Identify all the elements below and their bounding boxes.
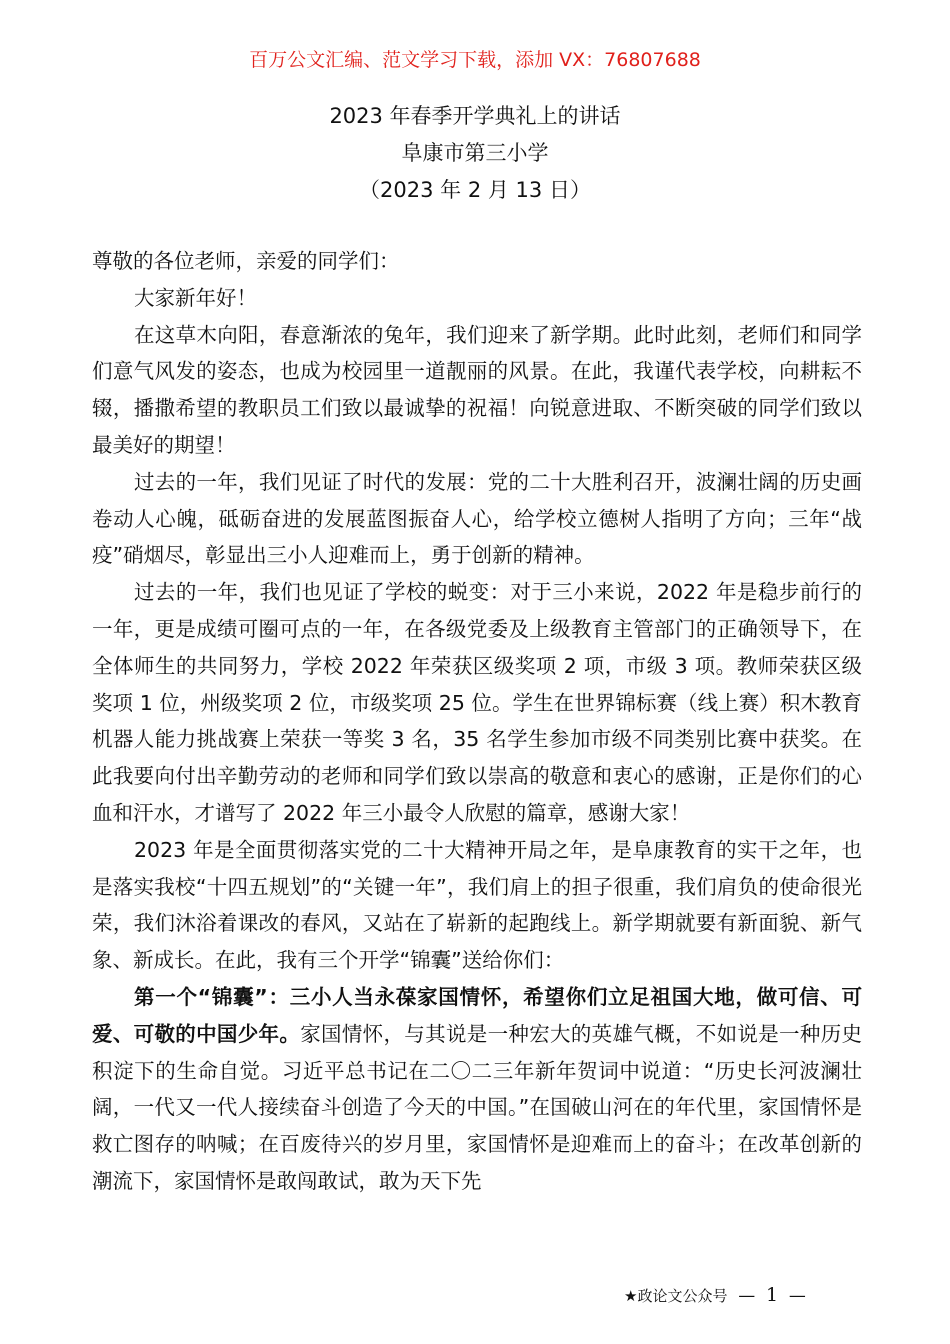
first-tip-heading: 第一个“锦囊”：三小人当永葆家国情怀，希望你们立足祖国大地，做可信、可爱、可敬的中国少年。 <box>92 984 862 1046</box>
paragraph-3: 过去的一年，我们也见证了学校的蜕变：对于三小来说，2022 年是稳步前行的一年，更是成绩可圈可点的一年，在各级党委及上级教育主管部门的正确领导下，在全体师生的共同努力，学校 2022 年荣获区级奖项 2 项，市级 3 项。教师荣获区级奖项 1 位，州级奖项 2 位，市级奖项 25 位。学生在世界锦标赛（线上赛）积木教育机器人能力挑战赛上荣获一等奖 3 名，35 名学生参加市级不同类别比赛中获奖。在此我要向付出辛勤劳动的老师和同学们致以崇高的敬意和衷心的感谢，正是你们的心血和汗水，才谱写了 2022 年三小最令人欣慰的篇章，感谢大家！ <box>92 580 862 825</box>
promo-banner: 百万公文汇编、范文学习下载，添加 VX：76807688 <box>249 49 701 71</box>
paragraph-4: 2023 年是全面贯彻落实党的二十大精神开局之年，是阜康教育的实干之年，也是落实我校“十四五规划”的“关键一年”，我们肩上的担子很重，我们肩负的使命很光荣，我们沐浴着课改的春风，又站在了崭新的起跑线上。新学期就要有新面貌、新气象、新成长。在此，我有三个开学“锦囊”送给你们： <box>92 837 862 973</box>
paragraph-5 <box>92 979 862 1200</box>
first-tip-text: 家国情怀，与其说是一种宏大的英雄气概，不如说是一种历史积淀下的生命自觉。习近平总书记在二〇二三年新年贺词中说道：“历史长河波澜壮阔，一代又一代人接续奋斗创造了今天的中国。”在国破山河在的年代里，家国情怀是救亡图存的呐喊；在百废待兴的岁月里，家国情怀是迎难而上的奋斗；在改革创新的潮流下，家国情怀是敢闯敢试，敢为天下先 <box>92 1021 863 1193</box>
paragraph-2: 过去的一年，我们见证了时代的发展：党的二十大胜利召开，波澜壮阔的历史画卷动人心魄，砥砺奋进的发展蓝图振奋人心，给学校立德树人指明了方向；三年“战疫”硝烟尽，彰显出三小人迎难而上，勇于创新的精神。 <box>92 469 862 568</box>
speech-title: 2023 年春季开学典礼上的讲话 <box>329 104 621 128</box>
greeting: 大家新年好！ <box>134 285 257 310</box>
title-block <box>0 98 950 209</box>
speech-body <box>92 243 862 1200</box>
page-footer <box>624 1282 812 1309</box>
page-number: 1 <box>766 1284 779 1306</box>
organization-name: 阜康市第三小学 <box>401 141 549 165</box>
footer-dash-right: — <box>788 1286 806 1306</box>
speech-date: （2023 年 2 月 13 日） <box>359 178 591 202</box>
footer-source: ★政论文公众号 <box>624 1287 728 1305</box>
footer-dash-left: — <box>738 1286 756 1306</box>
salutation: 尊敬的各位老师，亲爱的同学们： <box>92 249 400 273</box>
paragraph-1: 在这草木向阳，春意渐浓的兔年，我们迎来了新学期。此时此刻，老师们和同学们意气风发的姿态，也成为校园里一道靓丽的风景。在此，我谨代表学校，向耕耘不辍，播撒希望的教职员工们致以最诚挚的祝福！向锐意进取、不断突破的同学们致以最美好的期望！ <box>92 322 862 457</box>
